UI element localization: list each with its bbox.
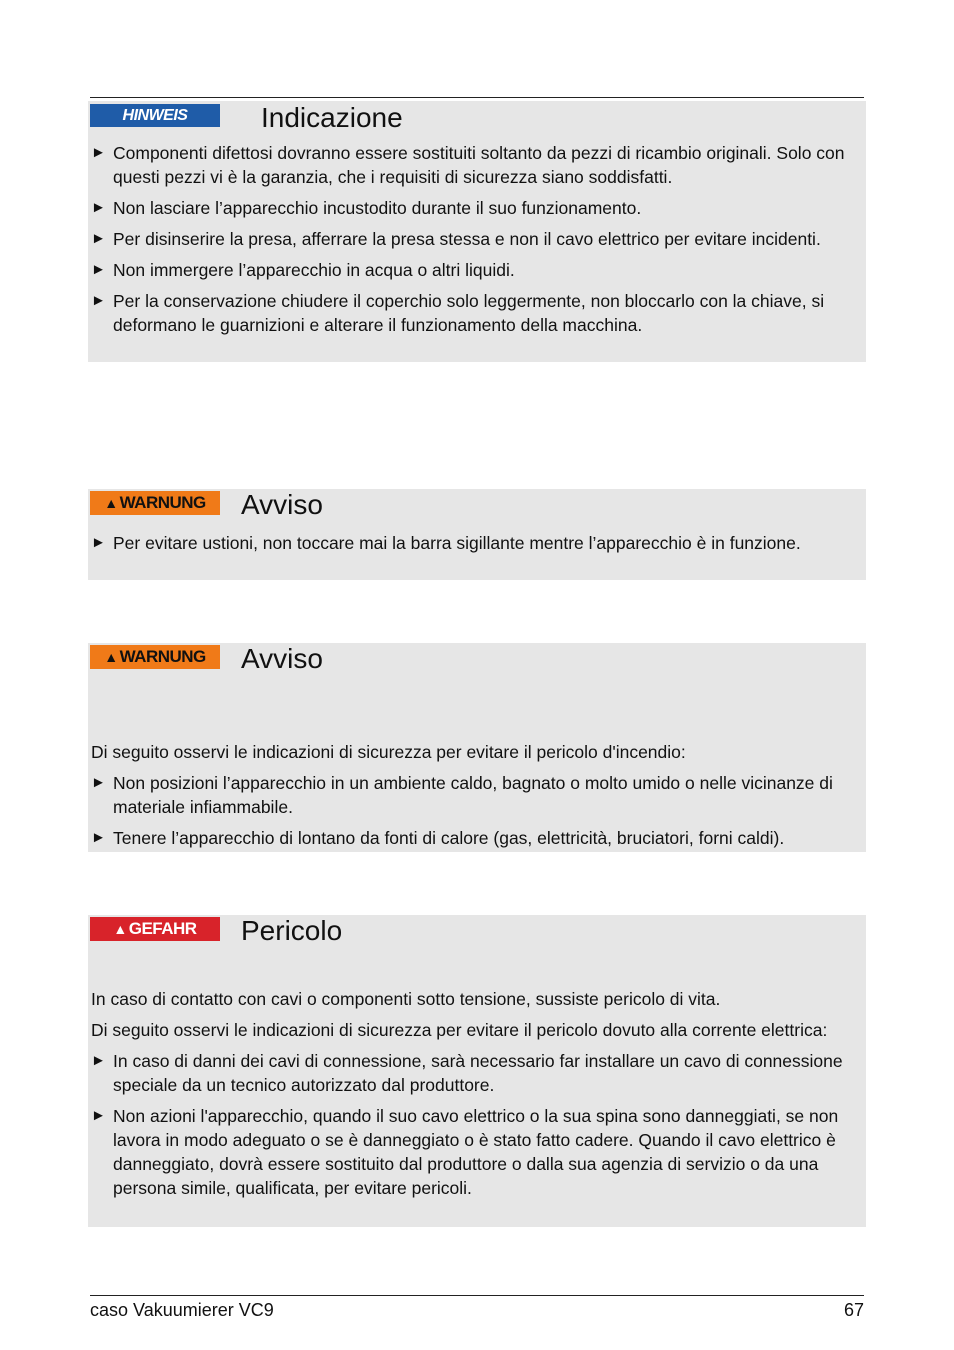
warning-list [91,740,861,857]
intro-text: In caso di contatto con cavi o componenti sotto tensione, sussiste pericolo di vita. [91,989,721,1009]
danger-box [88,915,866,1227]
warning-triangle-icon: ▲ [104,649,118,665]
warnung-badge: ▲ WARNUNG [90,491,220,515]
page-number: 67 [843,1300,864,1320]
bullet-arrow-icon: ► [91,774,106,791]
intro-text: Di seguito osservi le indicazioni di sicurezza per evitare il pericolo dovuto alla corrente elettrica: [91,1020,828,1040]
danger-title: Pericolo [241,915,343,946]
gefahr-badge: ▲ GEFAHR [90,917,220,941]
danger-list [91,987,861,1207]
footer-rule [90,1295,864,1296]
warnung-badge: ▲ WARNUNG [90,645,220,669]
bullet-arrow-icon: ► [91,261,106,278]
list-item: ► Non posizioni l’apparecchio in un ambiente caldo, bagnato o molto umido o nelle vicinanze di materiale infiammabile. [91,773,833,817]
bullet-arrow-icon: ► [91,199,106,216]
intro-text: Di seguito osservi le indicazioni di sicurezza per evitare il pericolo d'incendio: [91,742,686,762]
warning-box-burns [88,489,866,580]
hinweis-badge: HINWEIS [90,104,220,127]
list-item: ► Per evitare ustioni, non toccare mai la barra sigillante mentre l’apparecchio è in funzione. [91,533,801,553]
bullet-arrow-icon: ► [91,1107,106,1124]
bullet-arrow-icon: ► [91,534,106,551]
list-item: ► Componenti difettosi dovranno essere sostituiti soltanto da pezzi di ricambio originali. Solo con questi pezzi vi è la garanzia, che i requisiti di sicurezza siano soddisfatti. [91,143,845,187]
list-item: ► Per disinserire la presa, afferrare la presa stessa e non il cavo elettrico per evitare incidenti. [91,229,821,249]
bullet-arrow-icon: ► [91,292,106,309]
page-footer [90,1300,864,1321]
list-item: ► Non lasciare l’apparecchio incustodito durante il suo funzionamento. [91,198,642,218]
list-item: ► Per la conservazione chiudere il coperchio solo leggermente, non bloccarlo con la chiave, si deformano le guarnizioni e alterare il funzionamento della macchina. [91,291,825,335]
footer-product: caso Vakuumierer VC9 [90,1300,274,1320]
list-item: ► Non immergere l’apparecchio in acqua o altri liquidi. [91,260,515,280]
bullet-arrow-icon: ► [91,1052,106,1069]
list-item: ► Non azioni l'apparecchio, quando il suo cavo elettrico o la sua spina sono danneggiati, se non lavora in modo adeguato o se è danneggiato o è stato fatto cadere. Quando il cavo elettrico è danneggiato, dovrà essere sostituito dal produttore o dalla sua agenzia di servizio o da una persona simile, qualificata, per evitare pericoli. [91,1106,839,1198]
warning-triangle-icon: ▲ [113,921,127,937]
bullet-arrow-icon: ► [91,829,106,846]
warning-triangle-icon: ▲ [104,495,118,511]
warning-title: Avviso [241,643,323,674]
warning-list [91,531,861,562]
bullet-arrow-icon: ► [91,144,106,161]
warning-box-fire [88,643,866,852]
list-item: ► In caso di danni dei cavi di connessione, sarà necessario far installare un cavo di connessione speciale da un tecnico autorizzato dal produttore. [91,1051,843,1095]
list-item: ► Tenere l’apparecchio di lontano da fonti di calore (gas, elettricità, bruciatori, forni caldi). [91,828,785,848]
notice-list [91,141,861,344]
notice-box [88,101,866,362]
top-rule [90,97,864,98]
warning-title: Avviso [241,489,323,520]
notice-title: Indicazione [261,102,403,133]
bullet-arrow-icon: ► [91,230,106,247]
